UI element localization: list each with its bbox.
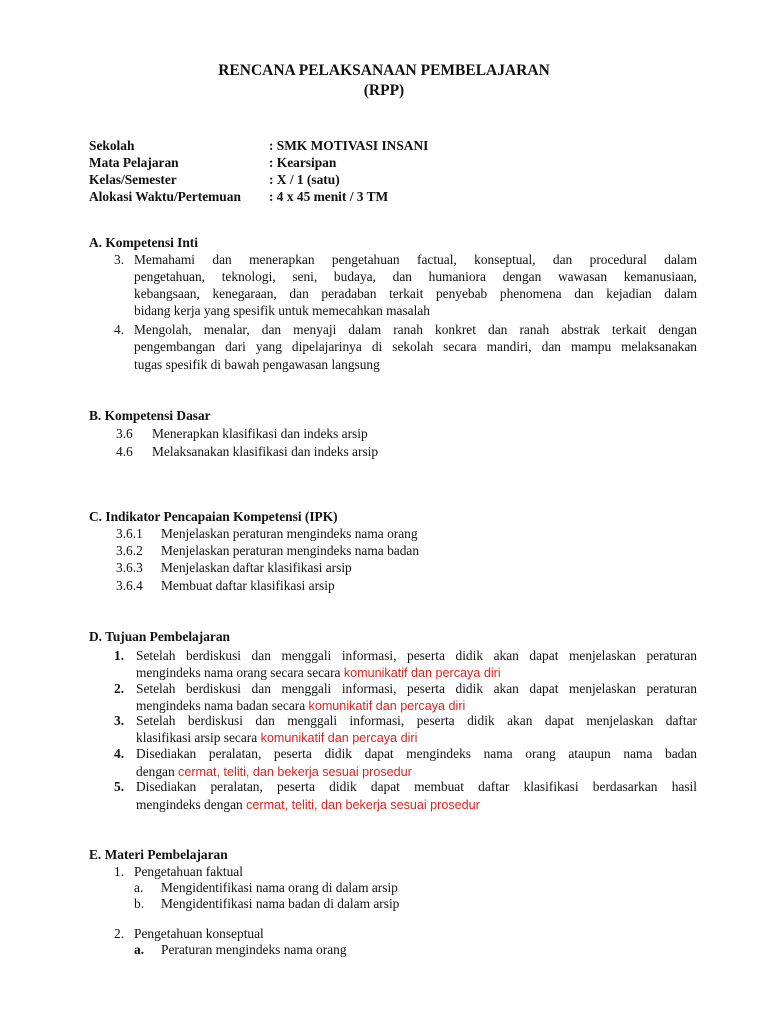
section-d-heading: D. Tujuan Pembelajaran	[89, 629, 230, 644]
section-c-item-number: 3.6.1	[116, 526, 143, 541]
section-d-item-line: Disediakan peralatan, peserta didik dapat membuat daftar klasifikasi berdasarkan hasil	[136, 779, 697, 794]
section-d-item-emphasis: komunikatif dan percaya diri	[260, 731, 418, 745]
document-title: RENCANA PELAKSANAAN PEMBELAJARAN	[218, 62, 550, 79]
section-d-item-line: Disediakan peralatan, peserta didik dapat mengindeks nama orang ataupun nama badan	[136, 746, 697, 761]
section-a-item-line: bidang kerja yang spesifik untuk memecahkan masalah	[134, 303, 430, 318]
section-b-item-number: 4.6	[116, 444, 133, 459]
section-e-item-number: 2.	[114, 926, 125, 941]
section-a-item-line: kebangsaan, kenegaraan, dan peradaban terkait penyebab phenomena dan kejadian dalam	[134, 286, 697, 301]
identity-value-time: : 4 x 45 menit / 3 TM	[269, 189, 389, 204]
section-d-item-line: Setelah berdiskusi dan menggali informasi, peserta didik akan dapat menjelaskan peraturan	[136, 681, 697, 696]
section-a-item-line: pengembangan dari yang dipelajarinya di sekolah secara mandiri, dan mampu melaksanakan	[134, 339, 697, 354]
section-d-item-number: 3.	[114, 713, 125, 728]
section-d-item-line: Setelah berdiskusi dan menggali informasi, peserta didik akan dapat menjelaskan peraturan	[136, 648, 697, 663]
section-d-item-text: mengindeks dengan	[136, 797, 247, 812]
section-c-item-number: 3.6.4	[116, 578, 143, 593]
section-e-item-text: Pengetahuan konseptual	[134, 926, 264, 941]
identity-label-school: Sekolah	[89, 138, 135, 153]
section-a-heading: A. Kompetensi Inti	[89, 235, 198, 250]
section-d-item-number: 4.	[114, 746, 125, 761]
section-e-item-number: 1.	[114, 864, 125, 879]
section-d-item-number: 2.	[114, 681, 125, 696]
section-c-item-number: 3.6.2	[116, 543, 143, 558]
section-d-item-text: dengan	[136, 764, 179, 779]
identity-label-time: Alokasi Waktu/Pertemuan	[89, 189, 241, 204]
identity-value-subject: : Kearsipan	[269, 155, 337, 170]
section-d-item-text: mengindeks nama badan secara	[136, 698, 309, 713]
section-a-item-line: tugas spesifik di bawah pengawasan langsung	[134, 357, 380, 372]
section-d-item-number: 5.	[114, 779, 125, 794]
identity-label-subject: Mata Pelajaran	[89, 155, 179, 170]
section-e-subitem-text: Peraturan mengindeks nama orang	[161, 942, 347, 957]
section-e-item-text: Pengetahuan faktual	[134, 864, 243, 879]
section-c-item-text: Membuat daftar klasifikasi arsip	[161, 578, 335, 593]
identity-label-class: Kelas/Semester	[89, 172, 177, 187]
section-d-item-emphasis: komunikatif dan percaya diri	[308, 699, 466, 713]
section-b-item-number: 3.6	[116, 426, 133, 441]
identity-value-class: : X / 1 (satu)	[269, 172, 340, 187]
section-d-item-emphasis: cermat, teliti, dan bekerja sesuai prosedur	[246, 798, 480, 812]
section-b-item-text: Melaksanakan klasifikasi dan indeks arsip	[152, 444, 379, 459]
section-a-item-line: Mengolah, menalar, dan menyaji dalam ranah konkret dan ranah abstrak terkait dengan	[134, 322, 697, 337]
section-d-item-emphasis: cermat, teliti, dan bekerja sesuai prosedur	[178, 765, 412, 779]
section-c-item-number: 3.6.3	[116, 560, 143, 575]
section-e-subitem-text: Mengidentifikasi nama badan di dalam arsip	[161, 896, 400, 911]
section-a-item-line: Memahami dan menerapkan pengetahuan factual, konseptual, dan procedural dalam	[134, 252, 697, 267]
section-d-item-text: klasifikasi arsip secara	[136, 730, 261, 745]
identity-value-school: : SMK MOTIVASI INSANI	[269, 138, 429, 153]
document-subtitle: (RPP)	[363, 82, 405, 99]
section-c-item-text: Menjelaskan peraturan mengindeks nama orang	[161, 526, 418, 541]
section-e-heading: E. Materi Pembelajaran	[89, 847, 228, 862]
section-b-heading: B. Kompetensi Dasar	[89, 408, 211, 423]
section-a-item-number: 4.	[114, 322, 125, 337]
section-a-item-number: 3.	[114, 252, 125, 267]
section-e-subitem-letter: a.	[134, 880, 144, 895]
section-e-subitem-text: Mengidentifikasi nama orang di dalam arsip	[161, 880, 398, 895]
section-a-item-line: pengetahuan, teknologi, seni, budaya, dan humaniora dengan wawasan kemanusiaan,	[134, 269, 697, 284]
section-d-item-line	[136, 796, 480, 814]
section-d-item-number: 1.	[114, 648, 125, 663]
section-b-item-text: Menerapkan klasifikasi dan indeks arsip	[152, 426, 368, 441]
section-e-subitem-letter: b.	[134, 896, 145, 911]
section-d-item-line: Setelah berdiskusi dan menggali informasi, peserta didik akan dapat menjelaskan daftar	[136, 713, 697, 728]
section-d-item-text: mengindeks nama orang secara secara	[136, 665, 344, 680]
section-d-item-emphasis: komunikatif dan percaya diri	[343, 666, 501, 680]
section-e-subitem-letter: a.	[134, 942, 145, 957]
section-c-heading: C. Indikator Pencapaian Kompetensi (IPK)	[89, 509, 338, 524]
section-c-item-text: Menjelaskan daftar klasifikasi arsip	[161, 560, 352, 575]
section-c-item-text: Menjelaskan peraturan mengindeks nama badan	[161, 543, 420, 558]
